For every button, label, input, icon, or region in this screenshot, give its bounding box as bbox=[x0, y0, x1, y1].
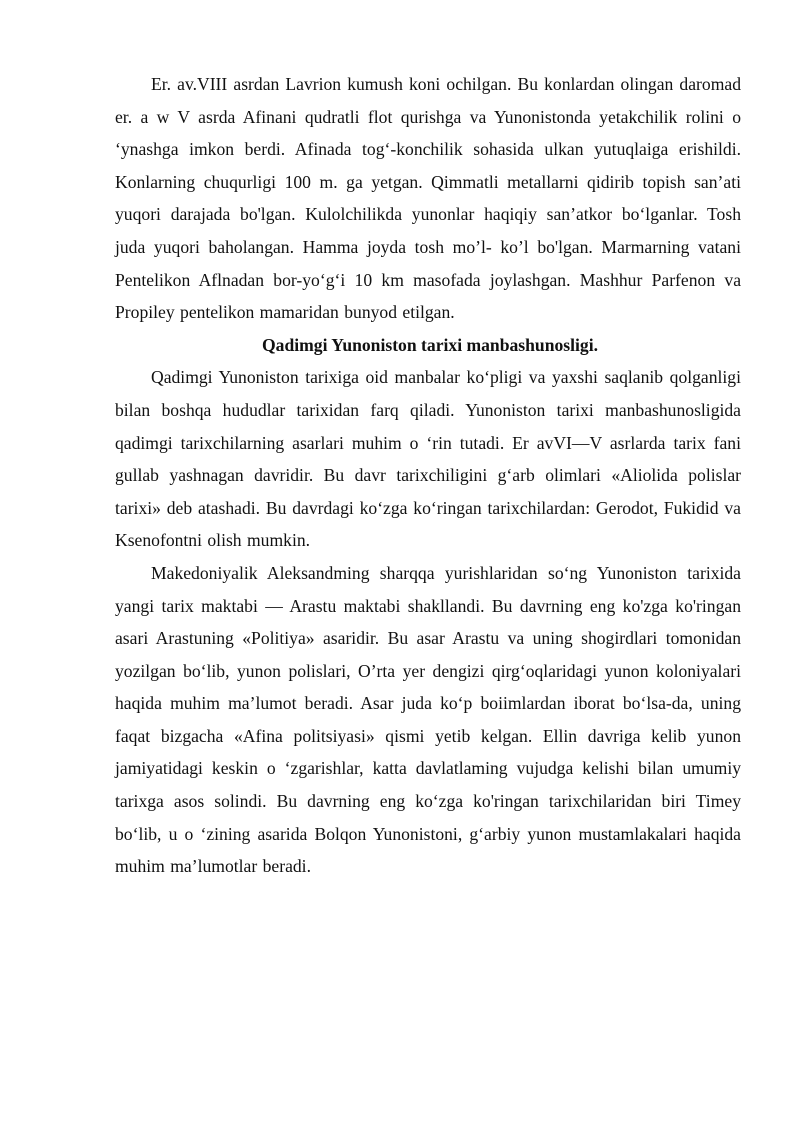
section-heading: Qadimgi Yunoniston tarixi manbashunosligi. bbox=[261, 334, 599, 355]
paragraph-lavrion-mines: Er. av.VIII asrdan Lavrion kumush koni ochilgan. Bu konlardan olingan daromad er. a w V asrda Afinani qudratli flot qurishga va Yunonistonda yetakchilik rolini o ‘ynashga imkon berdi. Afinada tog‘-konchilik sohasida ulkan yutuqlaiga erishildi. Konlarning chuqurligi 100 m. ga yetgan. Qimmatli metallarni qidirib topish san’ati yuqori darajada bo'lgan. Kulolchilikda yunonlar haqiqiy san’atkor bo‘lganlar. Tosh juda yuqori baholangan. Hamma joyda tosh mo’l- ko’l bo'lgan. Marmarning vatani Pentelikon Aflnadan bor-yo‘g‘i 10 km masofada joylashgan. Mashhur Parfenon va Propiley pentelikon mamaridan bunyod etilgan. bbox=[115, 74, 741, 323]
paragraph-arastu-school: Makedoniyalik Aleksandming sharqqa yurishlaridan so‘ng Yunoniston tarixida yangi tarix maktabi — Arastu maktabi shakllandi. Bu davrning eng ko'zga ko'ringan asari Arastuning «Politiya» asaridir. Bu asar Arastu va uning shogirdlari tomonidan yozilgan bo‘lib, yunon polislari, O’rta yer dengizi qirg‘oqlaridagi yunon koloniyalari haqida muhim ma’lumot beradi. Asar juda ko‘p boiimlardan iborat bo‘lsa-da, uning faqat bizgacha «Afina politsiyasi» qismi yetib kelgan. Ellin davriga kelib yunon jamiyatidagi keskin o ‘zgarishlar, katta davlatlaming vujudga kelishi bilan umumiy tarixga asos solindi. Bu davrning eng ko‘zga ko'ringan tarixchilaridan biri Timey bo‘lib, u o ‘zining asarida Bolqon Yunonistoni, g‘arbiy yunon mustamlakalari haqida muhim ma’lumotlar beradi. bbox=[115, 562, 741, 877]
paragraph-sources-overview: Qadimgi Yunoniston tarixiga oid manbalar ko‘pligi va yaxshi saqlanib qolganligi bilan boshqa hududlar tarixidan farq qiladi. Yunoniston tarixi manbashunosligida qadimgi tarixchilarning asarlari muhim o ‘rin tutadi. Er avVI—V asrlarda tarix fani gullab yashnagan davridir. Bu davr tarixchiligini g‘arb olimlari «Aliolida polislar tarixi» deb atashadi. Bu davrdagi ko‘zga ko‘ringan tarixchilardan: Gerodot, Fukidid va Ksenofontni olish mumkin. bbox=[115, 367, 741, 551]
document-page bbox=[115, 68, 741, 883]
